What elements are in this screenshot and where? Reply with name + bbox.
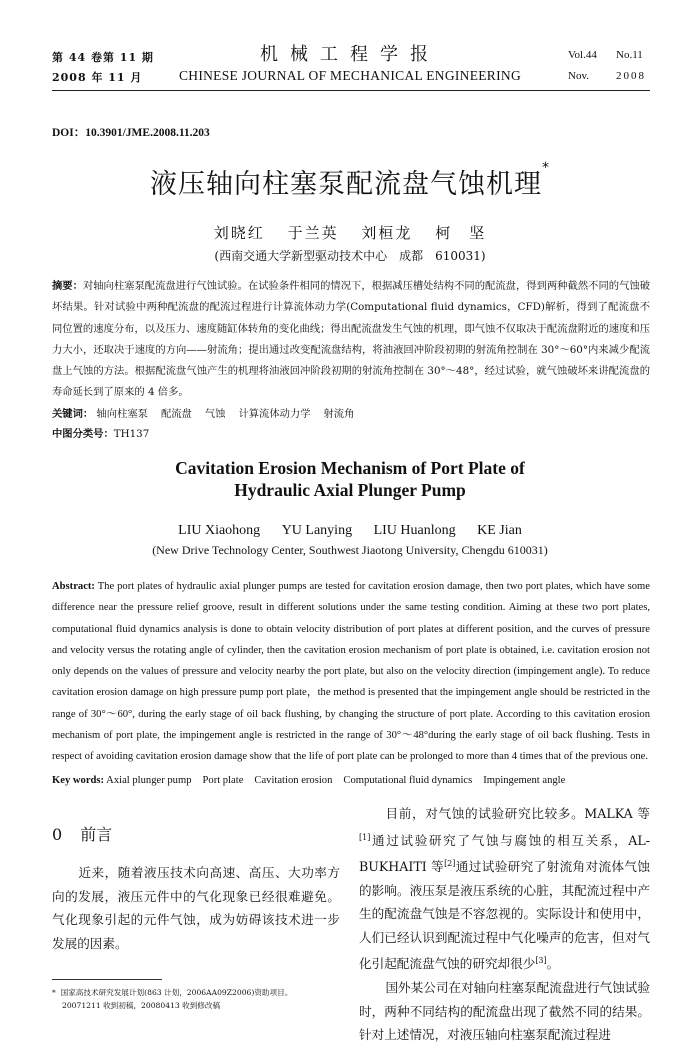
footnote-mark: * [52, 988, 56, 997]
number-label: No.11 [616, 49, 643, 61]
section-title: 前言 [80, 825, 113, 844]
keyword-cn: 轴向柱塞泵 [96, 408, 148, 420]
author-cn: 柯 坚 [435, 224, 487, 242]
abstract-cn-text: 对轴向柱塞泵配流盘进行气蚀试验。在试验条件相同的情况下，根据减压槽处结构不同的配流盘，得到两种截然不同的气蚀破坏结果。针对试验中两种配流盘的配流过程进行计算流体动力学(Computational fluid dynamics，CFD)解析，得到了配流盘不同位置的速度分布，以及压力、速度随缸体转角的变化曲线；得出配流盘发生气蚀的机理，即气蚀不仅取决于配流盘附近的速度和压力大小，还取决于速度的方向——射流角；提出通过改变配流盘结构，将油液回冲阶段初期的射流角控制在 30°～60°内来减少配流盘上气蚀的方法。根据配流盘气蚀产生的机理将油液回冲阶段初期的射流角控制在 30°～48°，经过试验，就气蚀破坏来讲配流盘的寿命延长到了原来的 4 倍多。 [52, 280, 651, 399]
section-heading [52, 822, 112, 845]
right-p1-part-a: 目前，对气蚀的试验研究比较多。MALKA 等 [385, 806, 650, 821]
citation-2: [2] [444, 859, 456, 869]
author-cn: 于兰英 [287, 224, 339, 242]
doi: DOI：10.3901/JME.2008.11.203 [52, 127, 210, 139]
paper-title-en-line2: Hydraulic Axial Plunger Pump [234, 480, 466, 500]
keyword-en: Computational fluid dynamics [343, 775, 473, 786]
left-column-paragraph: 近来，随着液压技术向高速、高压、大功率方向的发展，液压元件中的气化现象已经很难避免。气化现象引起的元件气蚀，成为妨碍该技术进一步发展的因素。 [52, 865, 340, 951]
citation-1: [1] [359, 832, 371, 842]
right-p1-part-b: 通过试验研究了气蚀与腐蚀的相互关系，AL-BUKHAITI 等 [359, 832, 650, 875]
citation-3: [3] [535, 956, 547, 966]
footnote-line-1 [52, 987, 340, 1000]
keyword-cn: 射流角 [323, 408, 355, 420]
abstract-en-label: Abstract: [52, 581, 95, 592]
paper-title-en [0, 457, 700, 501]
journal-title-cn: 机械工程学报 [260, 44, 440, 65]
keyword-cn: 气蚀 [204, 408, 226, 420]
author-en: KE Jian [477, 523, 522, 538]
clc-value: TH137 [113, 428, 150, 440]
keyword-cn: 配流盘 [160, 408, 192, 420]
paper-title-cn-text: 液压轴向柱塞泵配流盘气蚀机理 [150, 169, 542, 200]
abstract-en-text: The port plates of hydraulic axial plunger pumps are tested for cavitation erosion damage, then two port plates, which have some difference near the pressure relief groove, result in different solutions under the same testing condition. Aiming at these two port plates, computational fluid dynamics analysis is done to obtain velocity distribution of port plates at different position, and the curves of pressure and velocity versus the rotating angle of cylinder, then the cavitation erosion mechanism of port plate is obtained, i.e. cavitation erosion not only depends on the values of pressure and velocity nearby the port plate, but also on the velocity direction (impingement angle). To reduce cavitation erosion damage on high pressure pump port plate，the method is presented that the impingement angle should be restricted in the range of 30°～60°, during the early stage of oil back flushing, by changing the structure of port plate. According to this cavitation erosion mechanism of port plate, the impingement angle is restricted in the range of 30°～48°during the early stage of oil back flushing. Tests in respect of avoiding cavitation erosion damage show that the life of port plate can be prolonged to more than 4 times that of the previous one. [52, 581, 650, 763]
keywords-en [52, 775, 576, 786]
right-paragraph-1 [359, 802, 650, 976]
keyword-en: Axial plunger pump [106, 775, 192, 786]
author-en: LIU Huanlong [373, 523, 456, 538]
year-label: 2008 [616, 70, 646, 82]
journal-title-en: CHINESE JOURNAL OF MECHANICAL ENGINEERING [178, 68, 522, 83]
keyword-cn: 计算流体动力学 [238, 408, 311, 420]
issue-label: 第 44 卷第 11 期 [52, 51, 154, 64]
clc-number [52, 425, 149, 440]
author-cn: 刘桓龙 [361, 224, 413, 242]
paper-title-en-line1: Cavitation Erosion Mechanism of Port Plate of [175, 458, 525, 478]
right-p1-part-c: 通过试验研究了射流角对流体气蚀的影响。液压泵是液压系统的心脏，其配流过程中产生的配流盘气蚀是不容忽视的。实际设计和使用中，人们已经认识到配流过程中气化噪声的危害，但对气化引起配流盘气蚀的研究却很少 [359, 859, 650, 972]
clc-label: 中图分类号： [52, 428, 114, 440]
footnote-rule [52, 979, 162, 980]
date-label: 2008 年 11 月 [52, 71, 143, 84]
volume-label: Vol.44 [568, 49, 597, 61]
right-column [359, 802, 650, 1047]
month-label: Nov. [568, 70, 589, 82]
keyword-en: Port plate [202, 775, 244, 786]
affiliation-en: (New Drive Technology Center, Southwest Jiaotong University, Chengdu 610031) [152, 543, 548, 557]
footnote [52, 987, 340, 1012]
abstract-en [52, 576, 650, 768]
keywords-cn [52, 405, 367, 420]
keywords-cn-label: 关键词： [52, 408, 94, 420]
keywords-en-label: Key words: [52, 775, 105, 786]
author-en: YU Lanying [281, 523, 353, 538]
section-number: 0 [52, 825, 63, 844]
paper-title-cn [0, 162, 700, 201]
abstract-cn-label: 摘要： [52, 280, 83, 292]
abstract-cn [52, 276, 650, 404]
authors-en [0, 523, 700, 539]
right-p1-part-d: 。 [546, 956, 560, 972]
affiliation-cn: (西南交通大学新型驱动技术中心 成都 610031) [214, 249, 486, 263]
footnote-funding: 国家高技术研究发展计划(863 计划，2006AA09Z2006)资助项目。 [60, 988, 293, 997]
right-paragraph-2: 国外某公司在对轴向柱塞泵配流盘进行气蚀试验时，两种不同结构的配流盘出现了截然不同的结果。针对上述情况，对液压轴向柱塞泵配流过程进 [359, 980, 650, 1043]
author-en: LIU Xiaohong [178, 523, 261, 538]
keyword-en: Impingement angle [483, 775, 566, 786]
header-rule [52, 90, 650, 91]
footnote-dates: 20071211 收到初稿，20080413 收到修改稿 [62, 1000, 221, 1010]
authors-cn [0, 222, 700, 243]
title-footnote-mark: * [542, 160, 550, 176]
keyword-en: Cavitation erosion [254, 775, 333, 786]
author-cn: 刘晓红 [213, 224, 265, 242]
